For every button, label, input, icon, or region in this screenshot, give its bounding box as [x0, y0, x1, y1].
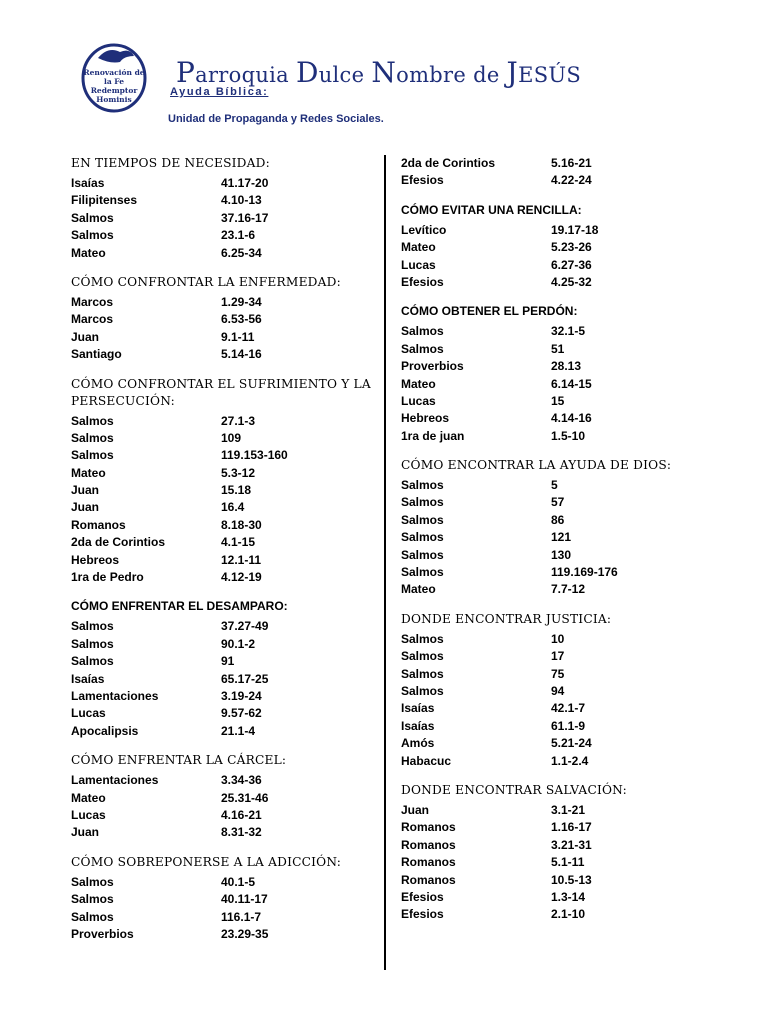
verse-row: [401, 494, 701, 511]
verse-reference: 37.16-17: [221, 210, 269, 225]
verse-row: [401, 410, 701, 427]
verse-reference: 12.1-11: [221, 552, 262, 567]
book-name: Hebreos: [401, 411, 450, 426]
right-column: [401, 155, 701, 936]
verse-reference: 16.4: [221, 500, 245, 515]
book-name: Juan: [71, 825, 100, 840]
verse-row: [401, 341, 701, 358]
book-name: Lucas: [401, 257, 436, 272]
verse-row: [401, 753, 701, 770]
verse-row: [401, 648, 701, 665]
book-name: Salmos: [401, 666, 444, 681]
verse-reference: 121: [551, 530, 572, 545]
verse-row: [401, 358, 701, 375]
book-name: 1ra de Pedro: [71, 570, 144, 585]
verse-reference: 17: [551, 649, 565, 664]
book-name: Salmos: [401, 631, 444, 646]
verse-reference: 119.169-176: [551, 565, 618, 580]
verse-row: [401, 718, 701, 735]
book-name: Salmos: [401, 565, 444, 580]
verse-reference: 3.19-24: [221, 688, 262, 703]
verse-reference: 90.1-2: [221, 636, 256, 651]
verse-row: [401, 547, 701, 564]
verse-row: [71, 909, 376, 926]
verse-reference: 6.14-15: [551, 376, 592, 391]
book-name: Romanos: [401, 872, 456, 887]
verse-row: [71, 891, 376, 908]
verse-row: [401, 428, 701, 445]
book-name: Salmos: [71, 654, 114, 669]
verse-row: [71, 552, 376, 569]
topic-section: [71, 598, 376, 740]
verse-reference: 4.25-32: [551, 274, 592, 289]
verse-row: [401, 222, 701, 239]
verse-reference: 3.21-31: [551, 837, 592, 852]
verse-reference: 10: [551, 631, 565, 646]
verse-reference: 7.7-12: [551, 582, 586, 597]
book-name: Proverbios: [71, 926, 134, 941]
book-name: Efesios: [401, 907, 444, 922]
verse-row: [401, 564, 701, 581]
verse-reference: 86: [551, 512, 565, 527]
book-name: Salmos: [401, 341, 444, 356]
verse-reference: 41.17-20: [221, 176, 269, 190]
book-name: 1ra de juan: [401, 428, 465, 443]
book-name: Habacuc: [401, 753, 452, 768]
verse-reference: 42.1-7: [551, 701, 586, 716]
verse-reference: 4.1-15: [221, 535, 256, 550]
verse-row: [71, 824, 376, 841]
verse-row: [71, 329, 376, 346]
verse-row: [71, 346, 376, 363]
verse-reference: 8.31-32: [221, 825, 262, 840]
book-name: Mateo: [71, 790, 106, 805]
book-name: Salmos: [71, 909, 114, 924]
book-name: Isaías: [71, 176, 105, 190]
section-heading: EN TIEMPOS DE NECESIDAD:: [71, 156, 270, 170]
verse-row: [401, 802, 701, 819]
verse-row: [401, 239, 701, 256]
verse-reference: 6.53-56: [221, 312, 262, 327]
title-part: ulce: [318, 63, 372, 87]
verse-row: [401, 837, 701, 854]
verse-reference: 5.21-24: [551, 736, 592, 751]
verse-reference: 130: [551, 547, 572, 562]
verse-row: [401, 889, 701, 906]
verse-row: [401, 274, 701, 291]
verse-reference: 5.1-11: [551, 855, 585, 870]
book-name: Amós: [401, 736, 435, 751]
verse-row: [71, 723, 376, 740]
book-name: 2da de Corintios: [71, 535, 166, 550]
book-name: Romanos: [401, 855, 456, 870]
topic-section: [71, 376, 376, 587]
verse-row: [401, 735, 701, 752]
verse-row: [401, 666, 701, 683]
book-name: Isaías: [401, 718, 435, 733]
verse-reference: 57: [551, 495, 565, 510]
verse-reference: 5.14-16: [221, 347, 262, 362]
topic-section: [401, 303, 701, 445]
page-title: [176, 56, 581, 89]
verse-row: [71, 569, 376, 586]
topic-section: [401, 782, 701, 924]
book-name: Mateo: [71, 465, 106, 480]
verse-reference: 119.153-160: [221, 448, 288, 463]
book-name: Isaías: [71, 671, 105, 686]
verse-reference: 37.27-49: [221, 619, 269, 634]
verse-row: [401, 512, 701, 529]
verse-row: [401, 529, 701, 546]
book-name: Efesios: [401, 173, 444, 188]
topic-section: [71, 854, 376, 944]
verse-row: [71, 926, 376, 943]
book-name: Salmos: [71, 874, 114, 889]
verse-reference: 5.23-26: [551, 240, 592, 255]
verse-reference: 2.1-10: [551, 907, 586, 922]
verse-row: [401, 155, 701, 172]
verse-row: [71, 192, 376, 209]
book-name: Efesios: [401, 274, 444, 289]
verse-row: [71, 705, 376, 722]
verse-row: [401, 819, 701, 836]
verse-row: [71, 772, 376, 789]
verse-row: [401, 631, 701, 648]
verse-reference: 19.17-18: [551, 222, 599, 237]
section-heading: CÓMO OBTENER EL PERDÓN:: [401, 304, 578, 319]
verse-reference: 10.5-13: [551, 872, 592, 887]
book-name: Levítico: [401, 222, 447, 237]
verse-row: [401, 906, 701, 923]
verse-reference: 109: [221, 430, 242, 445]
verse-row: [71, 311, 376, 328]
section-heading: CÓMO ENFRENTAR EL DESAMPARO:: [71, 599, 288, 614]
section-heading: CÓMO ENFRENTAR LA CÁRCEL:: [71, 753, 287, 768]
title-part: N: [371, 56, 397, 89]
book-name: Efesios: [401, 889, 444, 904]
verse-reference: 27.1-3: [221, 413, 256, 428]
book-name: Lamentaciones: [71, 688, 159, 703]
book-name: Lucas: [401, 393, 436, 408]
verse-row: [401, 872, 701, 889]
verse-row: [71, 653, 376, 670]
book-name: Juan: [71, 329, 100, 344]
book-name: Lucas: [71, 807, 106, 822]
title-part: ombre de: [396, 63, 507, 87]
book-name: Filipitenses: [71, 193, 138, 208]
verse-row: [401, 376, 701, 393]
verse-reference: 5: [551, 478, 558, 493]
book-name: Romanos: [401, 837, 456, 852]
book-name: Romanos: [71, 517, 126, 532]
book-name: Proverbios: [401, 359, 464, 374]
svg-text:Redemptor: Redemptor: [90, 86, 138, 95]
topic-section: [71, 155, 376, 262]
book-name: Marcos: [71, 294, 114, 309]
verse-row: [401, 581, 701, 598]
verse-row: [71, 482, 376, 499]
page-subtitle: Ayuda Bíblica:: [170, 86, 269, 98]
verse-row: [71, 517, 376, 534]
verse-reference: 1.1-2.4: [551, 753, 589, 768]
book-name: Romanos: [401, 820, 456, 835]
book-name: Isaías: [401, 701, 435, 716]
verse-row: [71, 499, 376, 516]
topic-section: [71, 274, 376, 364]
verse-row: [401, 700, 701, 717]
verse-row: [71, 534, 376, 551]
verse-row: [71, 294, 376, 311]
book-name: 2da de Corintios: [401, 156, 496, 170]
verse-row: [71, 636, 376, 653]
verse-reference: 6.27-36: [551, 257, 592, 272]
book-name: Salmos: [71, 636, 114, 651]
verse-reference: 9.57-62: [221, 706, 262, 721]
book-name: Salmos: [71, 228, 114, 243]
verse-row: [71, 874, 376, 891]
topic-section: [401, 457, 701, 599]
book-name: Santiago: [71, 347, 122, 362]
verse-reference: 23.1-6: [221, 228, 256, 243]
verse-reference: 21.1-4: [221, 723, 256, 738]
book-name: Lucas: [71, 706, 106, 721]
section-heading: CÓMO CONFRONTAR LA ENFERMEDAD:: [71, 274, 341, 289]
book-name: Hebreos: [71, 552, 120, 567]
verse-row: [401, 172, 701, 189]
section-heading: DONDE ENCONTRAR JUSTICIA:: [401, 611, 612, 626]
verse-reference: 3.1-21: [551, 802, 586, 817]
book-name: Juan: [401, 802, 430, 817]
verse-reference: 4.14-16: [551, 411, 592, 426]
verse-reference: 4.10-13: [221, 193, 262, 208]
verse-reference: 8.18-30: [221, 517, 262, 532]
title-part: D: [295, 56, 319, 89]
verse-row: [71, 790, 376, 807]
verse-row: [401, 257, 701, 274]
verse-row: [71, 413, 376, 430]
verse-reference: 61.1-9: [551, 718, 586, 733]
verse-reference: 32.1-5: [551, 324, 586, 339]
verse-reference: 1.5-10: [551, 428, 586, 443]
column-divider: [384, 155, 386, 970]
svg-text:la Fe: la Fe: [103, 77, 125, 86]
book-name: Salmos: [401, 530, 444, 545]
book-name: Salmos: [401, 495, 444, 510]
verse-row: [71, 671, 376, 688]
verse-row: [401, 393, 701, 410]
book-name: Salmos: [71, 430, 114, 445]
verse-reference: 15: [551, 393, 565, 408]
verse-reference: 5.3-12: [221, 465, 256, 480]
verse-reference: 5.16-21: [551, 156, 592, 170]
verse-reference: 75: [551, 666, 565, 681]
verse-row: [71, 175, 376, 192]
parish-logo: [80, 42, 148, 114]
title-part: J: [506, 56, 519, 89]
book-name: Mateo: [71, 245, 106, 260]
left-column: [71, 155, 376, 955]
verse-reference: 1.16-17: [551, 820, 592, 835]
verse-row: [401, 477, 701, 494]
book-name: Salmos: [401, 512, 444, 527]
verse-reference: 1.29-34: [221, 294, 262, 309]
book-name: Marcos: [71, 312, 114, 327]
book-name: Salmos: [401, 683, 444, 698]
book-name: Mateo: [401, 240, 436, 255]
verse-reference: 23.29-35: [221, 926, 269, 941]
book-name: Juan: [71, 483, 100, 498]
verse-reference: 4.22-24: [551, 173, 592, 188]
verse-row: [71, 447, 376, 464]
book-name: Salmos: [401, 478, 444, 493]
unit-name: Unidad de Propaganda y Redes Sociales.: [168, 113, 384, 125]
verse-reference: 116.1-7: [221, 909, 262, 924]
verse-row: [401, 323, 701, 340]
verse-row: [71, 688, 376, 705]
verse-row: [401, 683, 701, 700]
book-name: Salmos: [401, 324, 444, 339]
verse-row: [71, 807, 376, 824]
verse-reference: 15.18: [221, 483, 252, 498]
svg-text:Renovación de: Renovación de: [83, 68, 145, 77]
book-name: Salmos: [71, 210, 114, 225]
verse-reference: 51: [551, 341, 565, 356]
verse-reference: 25.31-46: [221, 790, 269, 805]
dove-icon: [98, 50, 134, 63]
topic-section: [401, 611, 701, 770]
book-name: Lamentaciones: [71, 773, 159, 788]
verse-reference: 4.12-19: [221, 570, 262, 585]
verse-reference: 28.13: [551, 359, 582, 374]
verse-reference: 94: [551, 683, 565, 698]
section-heading: CÓMO SOBREPONERSE A LA ADICCIÓN:: [71, 854, 342, 869]
verse-row: [71, 245, 376, 262]
verse-reference: 40.11-17: [221, 892, 268, 907]
title-part: ESÚS: [518, 63, 582, 87]
verse-reference: 65.17-25: [221, 671, 269, 686]
book-name: Apocalipsis: [71, 723, 139, 738]
title-part: P: [176, 56, 196, 89]
verse-row: [401, 854, 701, 871]
book-name: Mateo: [401, 582, 436, 597]
section-heading: CÓMO ENCONTRAR LA AYUDA DE DIOS:: [401, 458, 672, 473]
title-part: arroquia: [195, 63, 296, 87]
book-name: Mateo: [401, 376, 436, 391]
book-name: Salmos: [71, 448, 114, 463]
verse-reference: 3.34-36: [221, 773, 262, 788]
topic-section: [71, 752, 376, 842]
svg-text:Hominis: Hominis: [96, 95, 132, 104]
verse-row: [71, 227, 376, 244]
verse-reference: 4.16-21: [221, 807, 262, 822]
verse-row: [71, 210, 376, 227]
verse-reference: 6.25-34: [221, 245, 262, 260]
section-heading: CÓMO EVITAR UNA RENCILLA:: [401, 202, 582, 217]
book-name: Salmos: [71, 619, 114, 634]
verse-reference: 91: [221, 654, 235, 669]
verse-row: [71, 465, 376, 482]
verse-reference: 9.1-11: [221, 329, 255, 344]
book-name: Salmos: [71, 413, 114, 428]
verse-row: [71, 618, 376, 635]
book-name: Juan: [71, 500, 100, 515]
verse-reference: 40.1-5: [221, 874, 256, 889]
book-name: Salmos: [401, 649, 444, 664]
section-heading: CÓMO CONFRONTAR EL SUFRIMIENTO Y LA PERSECUCIÓN:: [71, 376, 371, 408]
topic-section: [401, 155, 701, 190]
topic-section: [401, 202, 701, 292]
book-name: Salmos: [401, 547, 444, 562]
verse-reference: 1.3-14: [551, 889, 586, 904]
verse-row: [71, 430, 376, 447]
section-heading: DONDE ENCONTRAR SALVACIÓN:: [401, 782, 627, 797]
book-name: Salmos: [71, 892, 114, 907]
